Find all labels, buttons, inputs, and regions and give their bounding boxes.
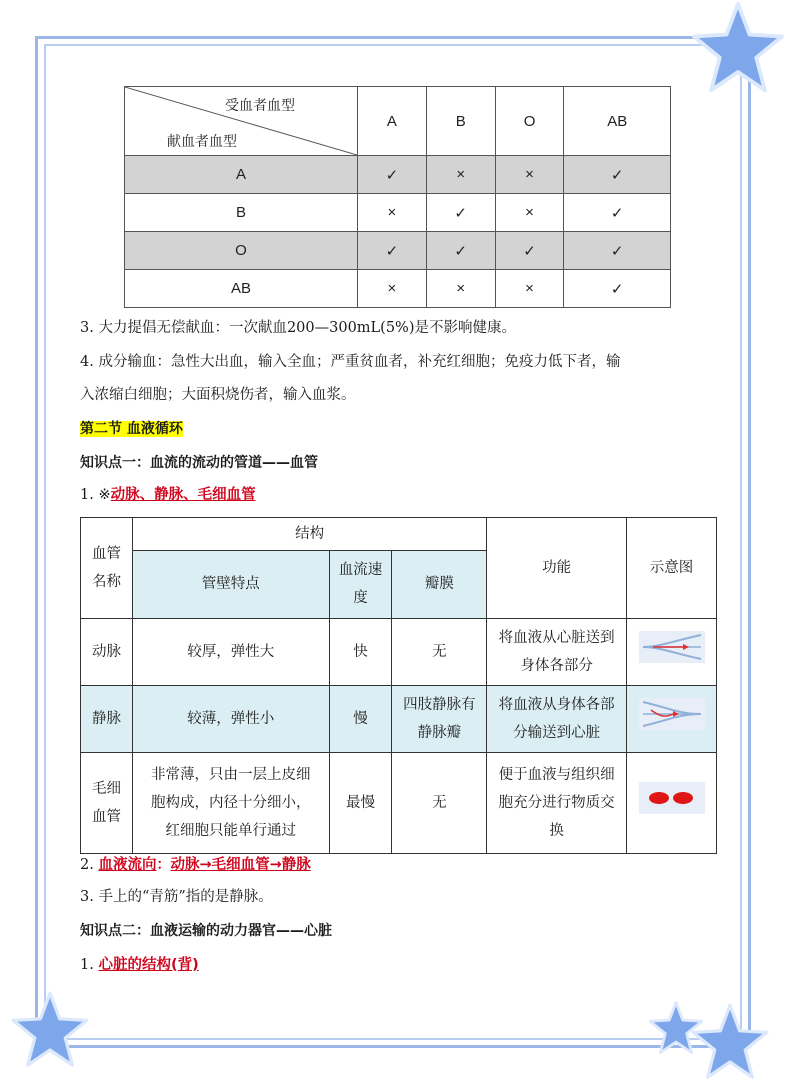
function-l2: 分输送到心脏 [513,725,601,742]
table-cell: ✓ [564,270,671,308]
wall-feature: 较薄，弹性小 [132,685,329,752]
table-cell: ✓ [426,194,495,232]
capillary-diagram-icon [639,782,705,814]
header-function: 功能 [487,518,627,619]
item-1-heart [80,955,199,975]
table-cell: ✓ [358,156,427,194]
table-cell: × [495,156,564,194]
vessel-name-l2: 血管 [91,809,121,826]
item-2-label: 血液流向 [98,857,157,873]
column-header: AB [564,87,671,156]
diagram-cell [627,753,717,854]
valve: 无 [392,753,487,854]
table-cell: ✓ [564,194,671,232]
header-valve: 瓣膜 [392,551,487,618]
item-2-prefix: 2. [80,857,99,873]
vein-diagram-icon [639,698,705,730]
knowledge-point-2-title: 知识点二：血液运输的动力器官——心脏 [80,923,332,939]
table-cell: × [426,156,495,194]
item-2 [80,855,311,875]
table-row [81,618,717,685]
table-row [125,232,671,270]
table-diagonal-header [125,87,358,156]
vessel-name [81,753,133,854]
column-header: O [495,87,564,156]
row-header: O [125,232,358,270]
flow-speed: 最慢 [329,753,392,854]
function [487,753,627,854]
table-row [125,156,671,194]
row-header: AB [125,270,358,308]
vessel-name-l1: 毛细 [91,781,121,798]
function [487,618,627,685]
table-row [81,753,717,854]
header-structure: 结构 [132,518,486,551]
item-1-heart-text: 心脏的结构(背) [98,957,199,973]
donor-header: 献血者血型 [167,134,237,150]
header-vessel-name [81,518,133,619]
flow-speed: 慢 [329,685,392,752]
wall-feature-l3: 红细胞只能单行通过 [165,823,296,840]
table-row [125,270,671,308]
table-cell: × [495,270,564,308]
item-2-colon: ： [156,857,171,873]
valve [392,685,487,752]
function-l1: 将血液从心脏送到 [498,629,615,646]
paragraph-component-transfusion: 4. 成分输血：急性大出血，输入全血；严重贫血者，补充红细胞；免疫力低下者，输 [80,354,621,370]
function-l2: 身体各部分 [520,657,593,674]
item-1-prefix: 1. ※ [80,487,111,503]
table-cell: ✓ [564,232,671,270]
table-cell: × [358,194,427,232]
paragraph-component-transfusion-cont: 入浓缩白细胞；大面积烧伤者，输入血浆。 [80,387,356,403]
column-header: B [426,87,495,156]
table-cell: ✓ [426,232,495,270]
header-speed [329,551,392,618]
table-row [81,685,717,752]
diagram-cell [627,685,717,752]
column-header: A [358,87,427,156]
diagram-cell [627,618,717,685]
table-cell: × [358,270,427,308]
header-wall: 管壁特点 [132,551,329,618]
header-speed-l2: 度 [353,590,368,607]
table-cell: ✓ [495,232,564,270]
valve-l1: 四肢静脉有 [403,697,476,714]
section-title-text: 第二节 血液循环 [80,421,183,437]
table-cell: ✓ [358,232,427,270]
item-1-heart-prefix: 1. [80,957,99,973]
knowledge-point-1-title: 知识点一：血流的流动的管道——血管 [80,455,318,471]
star-icon [10,990,90,1070]
star-icon [690,0,786,96]
valve: 无 [392,618,487,685]
wall-feature [132,753,329,854]
header-diagram: 示意图 [627,518,717,619]
header-speed-l1: 血流速 [338,562,383,579]
header-vessel-name-l2: 名称 [91,573,121,590]
function-l1: 将血液从身体各部 [498,697,615,714]
table-cell: × [495,194,564,232]
vessel-name: 静脉 [81,685,133,752]
blood-vessel-table [80,517,717,854]
function [487,685,627,752]
section-title [80,419,183,439]
item-3: 3. 手上的“青筋”指的是静脉。 [80,889,273,905]
star-icon [690,1002,770,1082]
flow-speed: 快 [329,618,392,685]
wall-feature: 较厚，弹性大 [132,618,329,685]
function-l1: 便于血液与组织细 [498,767,615,784]
vessel-name: 动脉 [81,618,133,685]
item-1-text: 动脉、静脉、毛细血管 [110,487,256,503]
wall-feature-l2: 胞构成，内径十分细小， [150,795,311,812]
artery-diagram-icon [639,631,705,663]
wall-feature-l1: 非常薄，只由一层上皮细 [150,767,311,784]
paragraph-blood-donation: 3. 大力提倡无偿献血：一次献血200—300mL(5%)是不影响健康。 [80,320,516,336]
item-2-text: 动脉→毛细血管→静脉 [170,857,311,873]
row-header: A [125,156,358,194]
blood-type-table [124,86,671,308]
recipient-header: 受血者血型 [225,98,295,114]
table-cell: × [426,270,495,308]
valve-l2: 静脉瓣 [417,725,462,742]
table-row [125,194,671,232]
function-l2: 胞充分进行物质交 [498,795,615,812]
function-l3: 换 [549,823,564,840]
table-cell: ✓ [564,156,671,194]
header-vessel-name-l1: 血管 [91,545,121,562]
row-header: B [125,194,358,232]
item-1 [80,485,256,505]
